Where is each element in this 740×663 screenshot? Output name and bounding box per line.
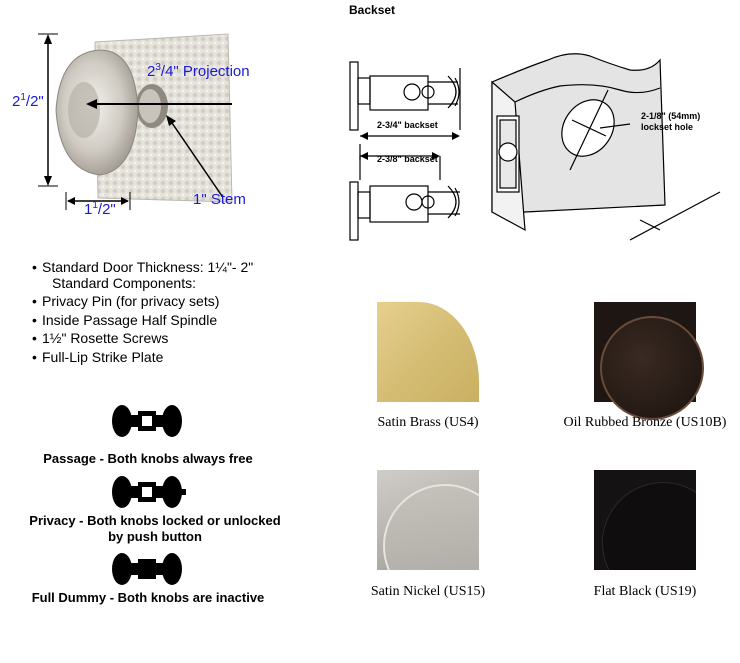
backset-238-label: 2-3/8" backset <box>377 154 438 164</box>
knob-dimension-diagram <box>0 20 300 220</box>
oil-rubbed-bronze-label: Oil Rubbed Bronze (US10B) <box>563 415 727 430</box>
spec-list <box>30 258 330 366</box>
spec-rosette-screws: • 1½" Rosette Screws <box>30 329 330 348</box>
spec-door-thickness: • Standard Door Thickness: 1¼"- 2" <box>30 258 330 277</box>
height-dimension-label: $2^1/2$" <box>12 92 44 110</box>
privacy-caption: Privacy - Both knobs locked or unlocked by push button <box>29 513 281 544</box>
spec-privacy-pin: • Privacy Pin (for privacy sets) <box>30 292 330 311</box>
backset-drawing <box>340 20 740 260</box>
lockset-hole-label: 2-1/8" (54mm) lockset hole <box>641 111 701 132</box>
base-dimension-label: $1^1/2$" <box>84 200 116 218</box>
projection-label: $2^3/4$" Projection <box>147 62 250 80</box>
privacy-knobs-icon <box>110 474 188 510</box>
knob-image <box>0 20 300 220</box>
flat-black-label: Flat Black (US19) <box>593 584 697 599</box>
stem-label: 1" Stem <box>193 191 246 208</box>
backset-diagram <box>340 20 740 260</box>
satin-brass-swatch <box>377 302 479 402</box>
dummy-caption: Full Dummy - Both knobs are inactive <box>31 590 265 605</box>
spec-half-spindle: • Inside Passage Half Spindle <box>30 311 330 330</box>
spec-standard-components: Standard Components: <box>52 274 196 291</box>
spec-strike-plate: • Full-Lip Strike Plate <box>30 348 330 367</box>
passage-knobs-icon <box>110 403 184 439</box>
passage-caption: Passage - Both knobs always free <box>43 451 253 466</box>
flat-black-swatch <box>594 470 696 570</box>
backset-title: Backset <box>349 3 396 17</box>
dummy-knobs-icon <box>110 551 184 587</box>
satin-nickel-label: Satin Nickel (US15) <box>370 584 486 599</box>
satin-brass-label: Satin Brass (US4) <box>377 415 479 430</box>
backset-234-label: 2-3/4" backset <box>377 120 438 130</box>
oil-rubbed-bronze-swatch <box>594 302 696 402</box>
satin-nickel-swatch <box>377 470 479 570</box>
